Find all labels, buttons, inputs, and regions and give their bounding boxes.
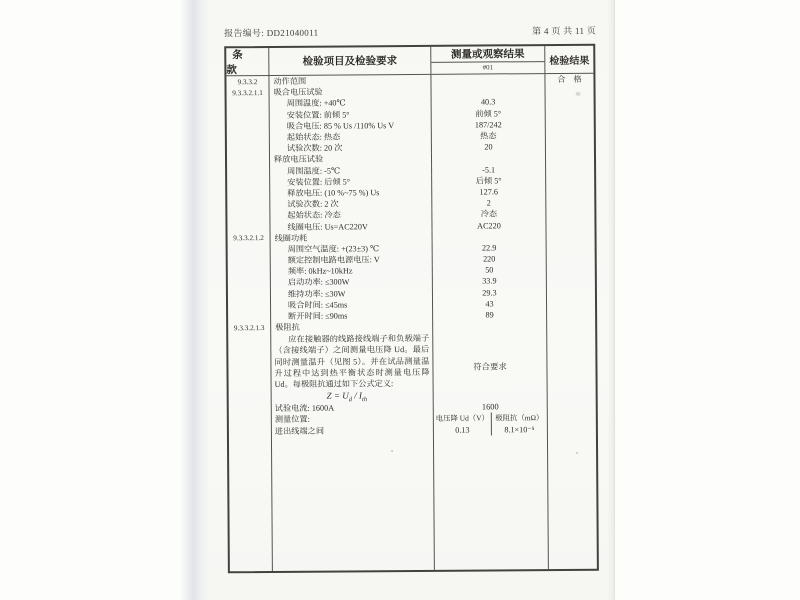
impedance-paragraph: 应在接触器的线路接线端子和负载端子（含接线端子）之间测量电压降 Ud。最后同时测量温升（见图 5）。并在试品测量温升过程中达到热平衡状态时测量电压降 Ud。每极阻抗通过如下公式定义: bbox=[274, 334, 430, 389]
item-cell: 线圈功耗 bbox=[271, 231, 433, 243]
clause-cell bbox=[228, 255, 271, 266]
result-cell bbox=[432, 152, 546, 164]
result-cell: 后倾 5° bbox=[432, 175, 546, 187]
scan-speck bbox=[576, 92, 581, 96]
clause-cell bbox=[228, 266, 271, 277]
verdict-cell bbox=[546, 141, 594, 153]
item-cell bbox=[272, 402, 434, 437]
clause-cell bbox=[227, 199, 270, 210]
clause-cell bbox=[227, 188, 270, 199]
verdict-cell: 合 格 bbox=[557, 74, 585, 85]
verdict-cell bbox=[547, 320, 595, 332]
clause-cell bbox=[227, 98, 270, 109]
verdict-cell bbox=[546, 163, 594, 175]
clause-cell: 9.3.3.2 bbox=[226, 76, 269, 87]
verdict-cell bbox=[547, 297, 595, 309]
verdict-cell bbox=[546, 197, 594, 209]
clause-cell bbox=[227, 110, 270, 121]
item-cell: 释放电压: (10 %~75 %) Us bbox=[270, 187, 432, 199]
verdict-cell bbox=[548, 435, 597, 569]
impedance-formula bbox=[327, 390, 430, 403]
item-cell bbox=[271, 332, 433, 403]
formula-subscript: th bbox=[361, 395, 368, 403]
verdict-cell bbox=[546, 174, 594, 186]
verdict-cell bbox=[546, 186, 594, 198]
mini-column-impedance bbox=[492, 412, 547, 435]
result-cell: 43 bbox=[433, 298, 547, 310]
header-result-sample: #01 bbox=[482, 64, 493, 72]
item-cell bbox=[272, 436, 435, 571]
item-cell: 周围空气温度: +(23±3) ℃ bbox=[271, 243, 433, 255]
mini-column-voltage bbox=[434, 413, 492, 436]
clause-cell bbox=[227, 165, 270, 176]
verdict-cell bbox=[548, 400, 596, 435]
mini-value-impedance: 8.1×10⁻⁵ bbox=[504, 425, 535, 435]
item-cell: 吸合电压试验 bbox=[270, 86, 432, 98]
result-cell: 符合要求 bbox=[433, 331, 547, 401]
test-current-value: 1600 bbox=[481, 402, 499, 412]
result-cell bbox=[431, 74, 545, 86]
result-cell: 220 bbox=[433, 253, 547, 265]
test-current-label: 试验电流: 1600A bbox=[274, 403, 335, 413]
impedance-paragraph-row bbox=[228, 331, 595, 403]
mini-header-impedance: 极阻抗（mΩ） bbox=[495, 413, 544, 423]
item-cell: 起始状态: 冷态 bbox=[270, 209, 432, 221]
result-cell bbox=[432, 85, 546, 97]
clause-cell bbox=[228, 311, 271, 322]
result-cell: AC220 bbox=[432, 219, 546, 231]
empty-filler-row bbox=[229, 435, 597, 572]
header-result-title: 测量或观察结果 bbox=[431, 46, 544, 63]
formula-part: / I bbox=[351, 390, 363, 401]
mini-value-voltage: 0.13 bbox=[455, 425, 470, 435]
item-cell: 极阻抗 bbox=[271, 321, 433, 333]
item-cell: 安装位置: 后倾 5° bbox=[270, 176, 432, 188]
verdict-cell bbox=[546, 208, 594, 220]
item-cell: 断开时间: ≤90ms bbox=[271, 310, 433, 322]
scan-speck bbox=[391, 450, 393, 452]
item-cell: 试验次数: 2 次 bbox=[270, 198, 432, 210]
verdict-cell bbox=[547, 253, 595, 265]
table-header-row bbox=[226, 46, 593, 77]
item-cell: 额定控制电路电源电压: V bbox=[271, 254, 433, 266]
result-cell: 20 bbox=[432, 141, 546, 153]
verdict-cell bbox=[546, 118, 594, 130]
clause-cell bbox=[227, 210, 270, 221]
page-number: 第 4 页 共 11 页 bbox=[532, 25, 597, 37]
clause-cell bbox=[227, 121, 270, 132]
verdict-cell bbox=[547, 275, 595, 287]
item-cell: 安装位置: 前倾 5° bbox=[270, 108, 432, 120]
result-cell: -5.1 bbox=[432, 164, 546, 176]
impedance-measure-row bbox=[229, 400, 596, 437]
inspection-table bbox=[224, 44, 599, 574]
clause-cell bbox=[227, 132, 270, 143]
item-cell: 启动功率: ≤300W bbox=[271, 276, 433, 288]
item-cell: 起始状态: 热态 bbox=[270, 131, 432, 143]
result-cell: 前倾 5° bbox=[432, 108, 546, 120]
result-cell: 29.3 bbox=[433, 287, 547, 299]
clause-cell bbox=[227, 177, 270, 188]
verdict-cell bbox=[547, 331, 595, 401]
mini-table bbox=[434, 412, 547, 436]
measure-position-label: 测量位置: bbox=[274, 415, 310, 425]
result-cell: 2 bbox=[432, 197, 546, 209]
formula-part: Z = U bbox=[326, 390, 349, 401]
verdict-cell bbox=[547, 309, 595, 321]
item-cell: 释放电压试验 bbox=[270, 153, 432, 165]
header-result bbox=[431, 46, 545, 74]
item-cell: 周围温度: -5℃ bbox=[270, 164, 432, 176]
item-cell: 动作范围 bbox=[269, 75, 431, 87]
page-content bbox=[206, 0, 616, 600]
table-body bbox=[226, 74, 596, 572]
clause-cell bbox=[228, 333, 271, 403]
item-cell: 频率: 0kHz~10kHz bbox=[271, 265, 433, 277]
result-cell bbox=[434, 435, 549, 570]
terminal-span-label: 进出线端之间 bbox=[274, 426, 325, 436]
result-cell bbox=[433, 320, 547, 332]
item-cell: 线圈电压: Us=AC220V bbox=[270, 220, 432, 232]
clause-cell bbox=[228, 277, 271, 288]
clause-cell bbox=[229, 437, 273, 571]
scan-speck bbox=[576, 452, 578, 454]
mini-header-voltage: 电压降 Ud（V） bbox=[435, 413, 489, 424]
scanned-page bbox=[208, 0, 615, 600]
verdict-cell bbox=[546, 130, 594, 142]
clause-cell bbox=[227, 221, 270, 232]
page-fold-shadow bbox=[180, 0, 210, 600]
verdict-cell bbox=[546, 107, 594, 119]
clause-cell: 9.3.3.2.1.2 bbox=[228, 233, 271, 244]
result-cell: 127.6 bbox=[432, 186, 546, 198]
verdict-cell bbox=[546, 219, 594, 231]
verdict-cell bbox=[547, 242, 595, 254]
header-item: 检验项目及检验要求 bbox=[269, 47, 431, 75]
header-clause: 条 款 bbox=[226, 48, 269, 75]
clause-cell bbox=[227, 154, 270, 165]
item-cell: 吸合电压: 85 % Us /110% Us V bbox=[270, 120, 432, 132]
verdict-cell bbox=[547, 264, 595, 276]
result-cell: 热态 bbox=[432, 130, 546, 142]
header-verdict: 检验结果 bbox=[549, 55, 590, 68]
verdict-cell bbox=[546, 152, 594, 164]
clause-cell bbox=[227, 143, 270, 154]
verdict-cell bbox=[546, 85, 594, 97]
verdict-cell bbox=[547, 230, 595, 242]
verdict-cell bbox=[547, 286, 595, 298]
item-cell: 试验次数: 20 次 bbox=[270, 142, 432, 154]
result-cell: 33.9 bbox=[433, 275, 547, 287]
clause-cell bbox=[228, 300, 271, 311]
result-cell: 187/242 bbox=[432, 119, 546, 131]
verdict-cell bbox=[546, 96, 594, 108]
result-cell: 40.3 bbox=[432, 96, 546, 108]
result-cell: 50 bbox=[433, 264, 547, 276]
document-header bbox=[224, 24, 596, 40]
clause-cell: 9.3.3.2.1.3 bbox=[228, 322, 271, 333]
report-number: 报告编号: DD21040011 bbox=[224, 27, 319, 39]
item-cell: 周围温度: +40℃ bbox=[270, 97, 432, 109]
result-cell bbox=[434, 401, 548, 436]
result-cell bbox=[433, 231, 547, 243]
clause-cell bbox=[228, 244, 271, 255]
item-cell: 维持功率: ≤30W bbox=[271, 287, 433, 299]
item-cell: 吸合时间: ≤45ms bbox=[271, 299, 433, 311]
formula-subscript: d bbox=[348, 395, 353, 404]
clause-cell bbox=[229, 403, 272, 437]
result-cell: 22.9 bbox=[433, 242, 547, 254]
clause-cell: 9.3.3.2.1.1 bbox=[227, 87, 270, 98]
result-cell: 89 bbox=[433, 309, 547, 321]
page-right-edge-shade bbox=[607, 0, 614, 600]
result-cell: 冷态 bbox=[432, 208, 546, 220]
clause-cell bbox=[228, 289, 271, 300]
